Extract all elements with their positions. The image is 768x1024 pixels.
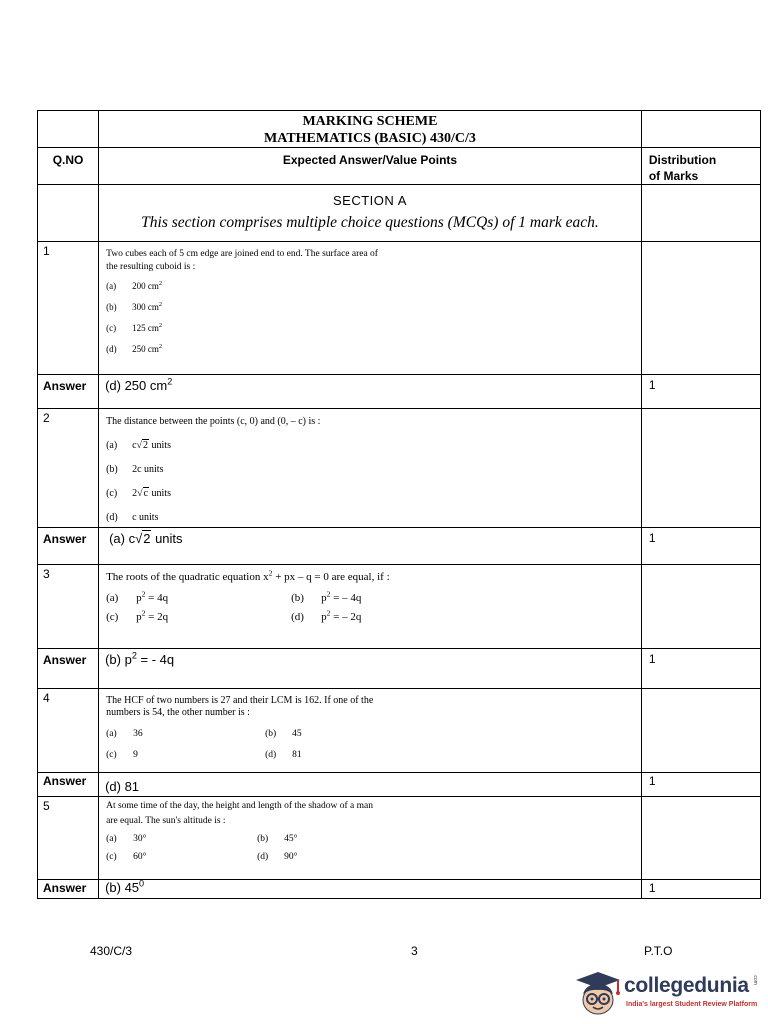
title-cell	[99, 111, 642, 148]
option: (a) c√2 units	[106, 440, 171, 451]
option-value: c	[132, 440, 137, 451]
student-mascot-icon	[572, 968, 624, 1020]
option-value: 125 cm	[132, 323, 159, 333]
option-value-part: p	[136, 592, 142, 604]
option-key: (c)	[106, 323, 117, 333]
question-text	[99, 242, 641, 356]
answer-text: (d) 250 cm	[105, 378, 168, 393]
marks-value: 1	[648, 378, 656, 392]
option-value: 81	[292, 750, 302, 760]
answer-sup: 2	[167, 376, 173, 387]
option-row	[106, 832, 641, 847]
question-text-line: The distance between the points (c, 0) and (0, – c) is :	[106, 416, 321, 427]
option-row	[106, 589, 641, 605]
option-key: (d)	[291, 611, 304, 623]
option-key: (b)	[291, 592, 304, 604]
option-key: (b)	[265, 729, 277, 739]
question-text-line: Two cubes each of 5 cm edge are joined end to end. The surface area of	[106, 249, 378, 259]
footer-page-number: 3	[411, 944, 418, 958]
section-title: SECTION A	[333, 193, 407, 208]
sqrt-radicand: 2	[143, 531, 151, 546]
question-text-line: the resulting cuboid is :	[106, 262, 196, 272]
sqrt-radicand: 2	[143, 440, 149, 451]
option-sup: 2	[158, 343, 162, 350]
answer-label: Answer	[43, 653, 87, 667]
question-text-line: At some time of the day, the height and length of the shadow of a man	[106, 801, 373, 811]
option-value	[321, 608, 362, 624]
answer-label: Answer	[43, 881, 87, 895]
option-key: (d)	[106, 344, 117, 354]
option-value-part: p	[321, 592, 327, 604]
option-value: 2c units	[132, 464, 164, 475]
question-row	[38, 242, 761, 375]
option-value: 300 cm	[132, 302, 159, 312]
option: (c) 2√c units	[106, 488, 171, 499]
option-value: 45°	[284, 834, 298, 844]
question-text-part: The roots of the quadratic equation x	[106, 571, 269, 583]
option-row	[106, 608, 641, 624]
option-key: (a)	[106, 592, 119, 604]
option-row	[106, 749, 641, 761]
answer-label: Answer	[43, 532, 87, 546]
option-key: (c)	[106, 852, 117, 862]
col-expected-answer: Expected Answer/Value Points	[282, 153, 458, 167]
option	[106, 463, 641, 476]
marks-value: 1	[648, 652, 656, 666]
option-key: (d)	[265, 750, 277, 760]
option	[106, 343, 641, 356]
answer-row	[38, 375, 761, 409]
collegedunia-logo	[572, 968, 762, 1020]
option-row	[106, 728, 641, 740]
document-title	[99, 111, 641, 147]
question-number: 1	[43, 244, 50, 258]
option-value: 60°	[133, 852, 147, 862]
answer-row	[38, 773, 761, 797]
option-value: units	[149, 440, 171, 451]
answer-sup: 2	[131, 650, 137, 661]
question-text-line	[106, 568, 641, 584]
footer-code: 430/C/3	[90, 944, 133, 958]
answer-value	[99, 375, 641, 393]
option-value-part: = – 4q	[330, 592, 362, 604]
option-key: (a)	[106, 440, 118, 451]
option-value-part: p	[136, 611, 142, 623]
question-text-line: The HCF of two numbers is 27 and their LCM is 162. If one of the	[106, 695, 374, 706]
col-distribution-line1: Distribution	[648, 153, 717, 167]
marking-scheme-table	[37, 110, 761, 899]
option-key: (a)	[106, 729, 117, 739]
title-blank-cell-right	[641, 111, 760, 148]
question-text	[99, 409, 641, 524]
answer-label: Answer	[43, 379, 87, 393]
option-row	[106, 850, 641, 865]
answer-sup: 0	[139, 878, 145, 889]
question-number: 2	[43, 411, 50, 425]
answer-row	[38, 880, 761, 899]
option-value: 90°	[284, 852, 298, 862]
option-sup: 2	[326, 608, 331, 618]
option-value-part: = – 2q	[330, 611, 362, 623]
option-value: 30°	[133, 834, 147, 844]
option-value	[136, 608, 291, 624]
option-key: (a)	[106, 834, 117, 844]
marks-value: 1	[648, 774, 656, 788]
question-text-part: + px – q = 0 are equal, if :	[272, 571, 390, 583]
option-key: (a)	[106, 281, 117, 291]
option-value: c units	[132, 512, 159, 523]
option-sup: 2	[158, 280, 162, 287]
answer-row	[38, 649, 761, 689]
section-row	[38, 185, 761, 242]
answer-text: = - 4q	[136, 652, 175, 667]
footer-pto: P.T.O	[644, 944, 673, 958]
option-sup: 2	[158, 322, 162, 329]
option-value-part: = 2q	[145, 611, 169, 623]
option-sup: 2	[141, 608, 146, 618]
question-text-line: are equal. The sun's altitude is :	[106, 816, 226, 826]
question-text	[99, 565, 641, 624]
option-key: (c)	[106, 488, 118, 499]
answer-text: (b) p	[105, 652, 132, 667]
logo-dotcom: .com	[752, 974, 758, 985]
option-value: units	[149, 488, 171, 499]
col-qno: Q.NO	[52, 153, 84, 167]
option-value: 9	[133, 750, 138, 760]
option-key: (d)	[106, 512, 118, 523]
option-key: (b)	[257, 834, 269, 844]
option-value-part: p	[321, 611, 327, 623]
title-line-2: MATHEMATICS (BASIC) 430/C/3	[264, 131, 476, 146]
title-row	[38, 111, 761, 148]
col-distribution-line2: of Marks	[648, 169, 699, 183]
option-sup: 2	[141, 589, 146, 599]
question-number: 5	[43, 799, 50, 813]
logo-wordmark: collegedunia	[624, 974, 749, 997]
question-text	[99, 797, 641, 865]
section-description: This section comprises multiple choice questions (MCQs) of 1 mark each.	[141, 214, 599, 231]
option-value	[136, 589, 291, 605]
option-value-part: = 4q	[145, 592, 169, 604]
option-key: (b)	[106, 302, 117, 312]
option-key: (c)	[106, 750, 117, 760]
question-number: 3	[43, 567, 50, 581]
question-row	[38, 409, 761, 528]
option-sup: 2	[158, 301, 162, 308]
question-text-line: numbers is 54, the other number is :	[106, 707, 250, 718]
answer-text: units	[151, 531, 183, 546]
option	[106, 301, 641, 314]
option-key: (b)	[106, 464, 118, 475]
option-value: 2	[132, 488, 138, 499]
option-value	[321, 589, 362, 605]
question-number: 4	[43, 691, 50, 705]
answer-value: (a) c√2 units	[109, 531, 183, 546]
option-value: 36	[133, 729, 143, 739]
title-line-1: MARKING SCHEME	[302, 114, 438, 129]
question-text-sup: 2	[268, 568, 273, 578]
option-key: (d)	[257, 852, 269, 862]
option	[106, 280, 641, 293]
logo-tagline: India's largest Student Review Platform	[626, 1001, 758, 1008]
option	[106, 322, 641, 335]
question-row	[38, 565, 761, 649]
col-distribution	[642, 148, 760, 184]
option-sup: 2	[326, 589, 331, 599]
sqrt-radicand: c	[143, 488, 149, 499]
option-value: 45	[292, 729, 302, 739]
answer-text: (b) 45	[105, 880, 140, 895]
answer-label: Answer	[43, 774, 87, 788]
answer-text: (a) c	[109, 531, 136, 546]
question-row	[38, 797, 761, 880]
option-value: 250 cm	[132, 344, 159, 354]
marks-value: 1	[648, 531, 656, 545]
answer-value: (d) 81	[105, 779, 140, 794]
option-value: 200 cm	[132, 281, 159, 291]
question-row	[38, 689, 761, 773]
answer-value	[99, 649, 641, 667]
marks-value: 1	[648, 881, 656, 895]
answer-row	[38, 528, 761, 565]
answer-value	[99, 880, 641, 895]
question-text	[99, 689, 641, 761]
option-key: (c)	[106, 611, 119, 623]
column-header-row	[38, 148, 761, 185]
option	[106, 511, 641, 524]
title-blank-cell	[38, 111, 99, 148]
